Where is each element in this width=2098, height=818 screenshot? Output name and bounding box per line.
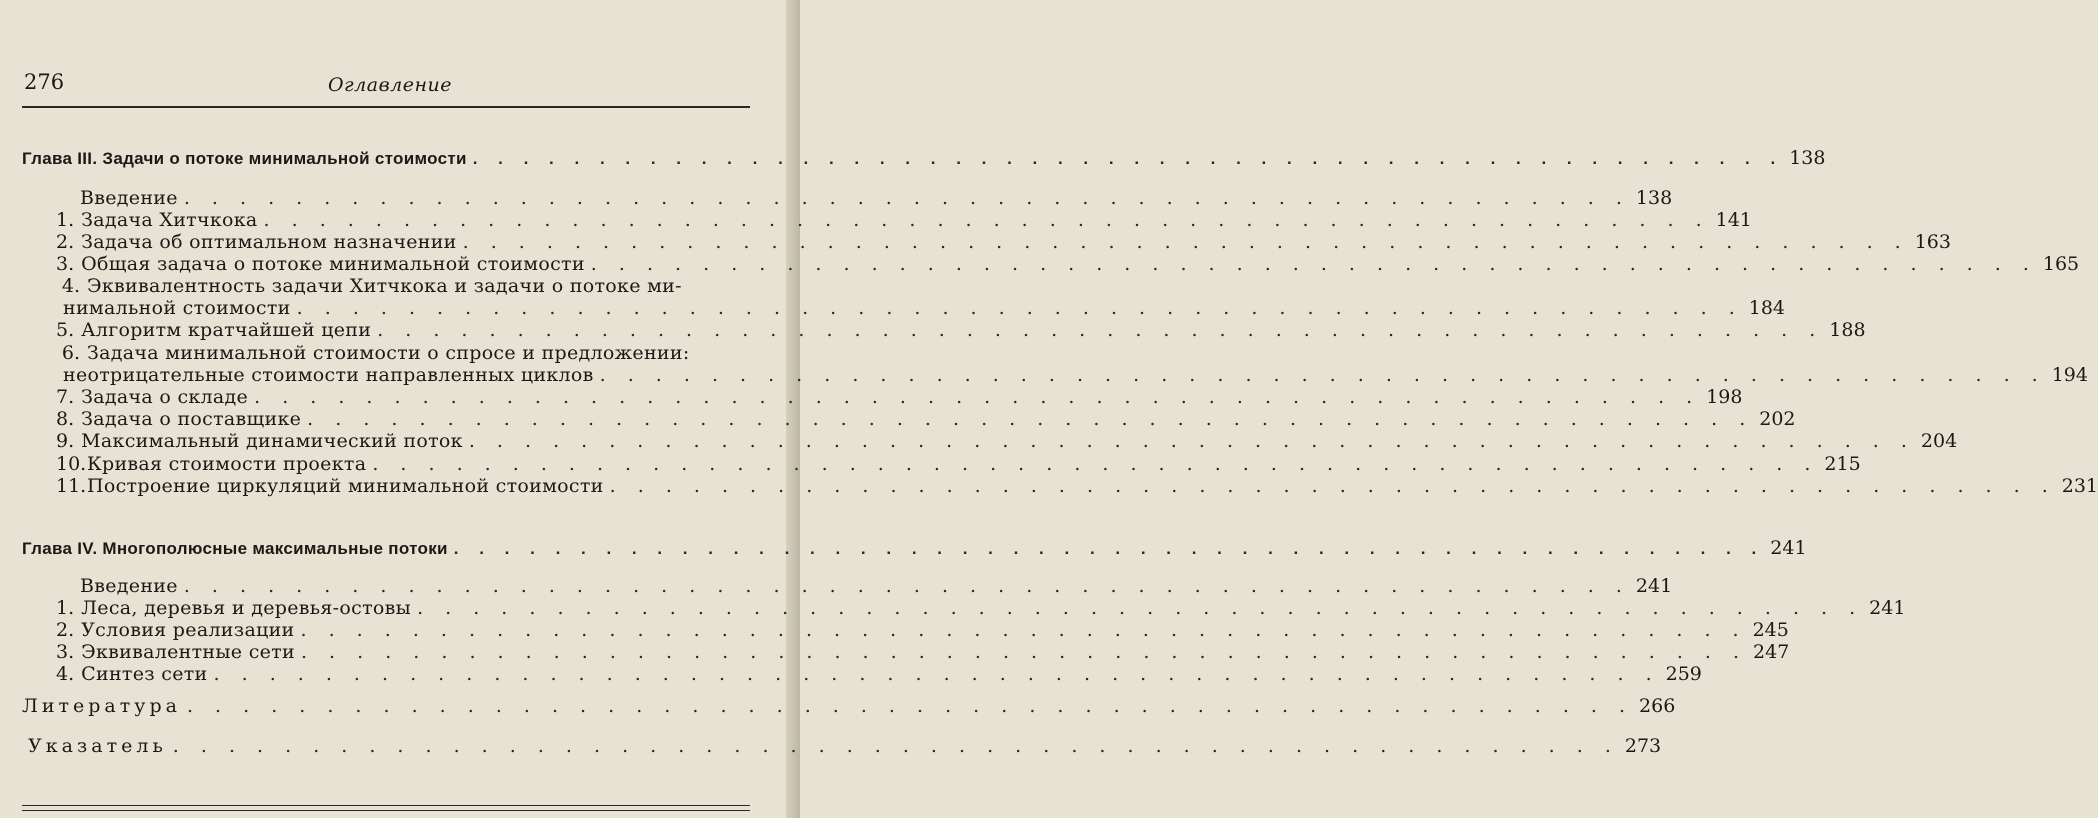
- dot-leader: . . . . . . . . . . . . . . . . . . . . . . . . . . . . . . . . . . . . . . . . . . . . . . . . . . . .: [263, 209, 1710, 231]
- dot-leader: . . . . . . . . . . . . . . . . . . . . . . . . . . . . . . . . . . . . . . . . . . . . . . . . . . . .: [254, 386, 1701, 408]
- entry-title: Задача о складе: [81, 386, 249, 408]
- dot-leader: . . . . . . . . . . . . . . . . . . . . . . . . . . . . . . . . . . . . . . . . . . . . . . . . . . . .: [599, 364, 2046, 386]
- entry-title: Введение: [80, 187, 178, 209]
- chapter-title: Глава IV. Многополюсные максимальные потоки: [22, 539, 448, 558]
- entry-number: 5.: [56, 319, 75, 341]
- entry-number: 4.: [61, 275, 80, 297]
- toc-entry-line2[interactable]: [56, 364, 2088, 386]
- entry-number: 7.: [56, 386, 75, 408]
- running-title: Оглавление: [327, 74, 452, 96]
- toc-index[interactable]: [28, 735, 1662, 757]
- entry-title: Указатель: [28, 735, 167, 757]
- entry-number: 11.: [56, 475, 87, 497]
- toc-intro-ch3[interactable]: [80, 187, 1673, 209]
- toc-entry[interactable]: [56, 430, 1958, 452]
- toc-entry[interactable]: [56, 597, 1906, 619]
- page-ref: 194: [2051, 364, 2088, 386]
- entry-number: 9.: [56, 430, 75, 452]
- page-ref: 241: [1635, 575, 1673, 597]
- dot-leader: . . . . . . . . . . . . . . . . . . . . . . . . . . . . . . . . . . . . . . . . . . . . . . . . . . . .: [372, 453, 1819, 475]
- entry-number: 2.: [56, 231, 75, 253]
- dot-leader: . . . . . . . . . . . . . . . . . . . . . . . . . . . . . . . . . . . . . . . . . . . . . . . . . . . .: [468, 430, 1915, 452]
- toc-entry[interactable]: [56, 453, 1861, 475]
- entry-title: нимальной стоимости: [63, 297, 291, 319]
- entry-title: Эквивалентные сети: [81, 641, 295, 663]
- page-number: 276: [24, 70, 65, 94]
- toc-entry[interactable]: [56, 253, 2080, 275]
- page-ref: 204: [1920, 430, 1958, 452]
- toc-chapter-4[interactable]: [22, 537, 1807, 560]
- toc-entry[interactable]: [56, 209, 1752, 231]
- page-ref: 138: [1635, 187, 1673, 209]
- entry-number: 3.: [56, 641, 75, 663]
- dot-leader: . . . . . . . . . . . . . . . . . . . . . . . . . . . . . . . . . . . . . . . . . . . . . . . . . . . .: [377, 319, 1824, 341]
- page-ref: 215: [1824, 453, 1861, 475]
- dot-leader: . . . . . . . . . . . . . . . . . . . . . . . . . . . . . . . . . . . . . . . . . . . . . . . . . . . .: [213, 663, 1660, 685]
- entry-title: Задача минимальной стоимости о спросе и предложении:: [87, 342, 690, 364]
- page-ref: 266: [1639, 695, 1676, 717]
- page-ref: 163: [1914, 231, 1951, 253]
- toc-entry-line1[interactable]: [56, 275, 752, 297]
- entry-title: Задача Хитчкока: [81, 209, 258, 231]
- toc-intro-ch4[interactable]: [80, 575, 1673, 597]
- toc-entry[interactable]: [56, 475, 2098, 497]
- entry-title: Литература: [22, 695, 181, 717]
- entry-title: Эквивалентность задачи Хитчкока и задачи о потоке ми-: [87, 275, 682, 297]
- page-ref: 198: [1706, 386, 1743, 408]
- dot-leader: . . . . . . . . . . . . . . . . . . . . . . . . . . . . . . . . . . . . . . . . . . . . . . . . . . . .: [183, 575, 1630, 597]
- page-ref: 241: [1869, 597, 1906, 619]
- entry-number: 8.: [56, 408, 75, 430]
- dot-leader: . . . . . . . . . . . . . . . . . . . . . . . . . . . . . . . . . . . . . . . . . . . . . . . . . . . .: [307, 408, 1754, 430]
- dot-leader: . . . . . . . . . . . . . . . . . . . . . . . . . . . . . . . . . . . . . . . . . . . . . . . . . . . .: [300, 641, 1748, 663]
- page-ref: 247: [1753, 641, 1790, 663]
- page-ref: 138: [1789, 147, 1826, 169]
- toc-entry[interactable]: [56, 663, 1702, 685]
- toc-entry[interactable]: [56, 231, 1951, 253]
- toc-entry[interactable]: [56, 641, 1790, 663]
- entry-number: 1.: [56, 597, 75, 619]
- entry-number: 3.: [56, 253, 75, 275]
- entry-title: Общая задача о потоке минимальной стоимости: [81, 253, 585, 275]
- dot-leader: . . . . . . . . . . . . . . . . . . . . . . . . . . . . . . . . . . . . . . . . . . . . . . . . . . . .: [300, 619, 1747, 641]
- dot-leader: . . . . . . . . . . . . . . . . . . . . . . . . . . . . . . . . . . . . . . . . . . . . . . . . . . . .: [472, 149, 1784, 168]
- page-ref: 241: [1770, 537, 1807, 559]
- toc-entry[interactable]: [56, 386, 1743, 408]
- entry-title: Кривая стоимости проекта: [87, 453, 367, 475]
- page-ref: 184: [1748, 297, 1785, 319]
- footer-rule: [22, 810, 750, 811]
- toc-entry-line1[interactable]: [56, 342, 752, 364]
- footer-rule: [22, 805, 750, 806]
- entry-title: неотрицательные стоимости направленных циклов: [63, 364, 594, 386]
- toc-literature[interactable]: [22, 695, 1676, 717]
- page-ref: 259: [1665, 663, 1702, 685]
- dot-leader: . . . . . . . . . . . . . . . . . . . . . . . . . . . . . . . . . . . . . . . . . . . . . . . . . . . .: [462, 231, 1909, 253]
- chapter-title: Глава III. Задачи о потоке минимальной стоимости: [22, 149, 467, 168]
- entry-title: Задача об оптимальном назначении: [81, 231, 457, 253]
- page-ref: 141: [1715, 209, 1752, 231]
- entry-title: Задача о поставщике: [81, 408, 302, 430]
- page-ref: 273: [1624, 735, 1662, 757]
- dot-leader: . . . . . . . . . . . . . . . . . . . . . . . . . . . . . . . . . . . . . . . . . . . . . . . . . . . .: [609, 475, 2056, 497]
- toc-entry[interactable]: [56, 319, 1866, 341]
- page-ref: 165: [2042, 253, 2080, 275]
- toc-entry[interactable]: [56, 619, 1789, 641]
- header-rule: [22, 106, 750, 108]
- page-ref: 245: [1752, 619, 1789, 641]
- dot-leader: . . . . . . . . . . . . . . . . . . . . . . . . . . . . . . . . . . . . . . . . . . . . . . . . . . . .: [590, 253, 2037, 275]
- entry-title: Леса, деревья и деревья-остовы: [81, 597, 412, 619]
- toc-entry[interactable]: [56, 408, 1796, 430]
- dot-leader: . . . . . . . . . . . . . . . . . . . . . . . . . . . . . . . . . . . . . . . . . . . . . . . . . . . .: [453, 539, 1765, 558]
- toc-chapter-3[interactable]: [22, 147, 1826, 170]
- toc-entry-line2[interactable]: [56, 297, 1785, 319]
- entry-title: Условия реализации: [81, 619, 295, 641]
- dot-leader: . . . . . . . . . . . . . . . . . . . . . . . . . . . . . . . . . . . . . . . . . . . . . . . . . . . .: [172, 735, 1619, 757]
- entry-title: Построение циркуляций минимальной стоимости: [87, 475, 604, 497]
- entry-title: Введение: [80, 575, 178, 597]
- entry-number: 10.: [56, 453, 87, 475]
- entry-title: Алгоритм кратчайшей цепи: [81, 319, 372, 341]
- dot-leader: . . . . . . . . . . . . . . . . . . . . . . . . . . . . . . . . . . . . . . . . . . . . . . . . . . . .: [183, 187, 1630, 209]
- dot-leader: . . . . . . . . . . . . . . . . . . . . . . . . . . . . . . . . . . . . . . . . . . . . . . . . . . . .: [417, 597, 1864, 619]
- page-ref: 188: [1829, 319, 1866, 341]
- dot-leader: . . . . . . . . . . . . . . . . . . . . . . . . . . . . . . . . . . . . . . . . . . . . . . . . . . . .: [296, 297, 1743, 319]
- entry-number: 2.: [56, 619, 75, 641]
- dot-leader: . . . . . . . . . . . . . . . . . . . . . . . . . . . . . . . . . . . . . . . . . . . . . . . . . . . .: [186, 695, 1634, 717]
- page-ref: 202: [1759, 408, 1796, 430]
- page-ref: 231: [2061, 475, 2098, 497]
- entry-title: Максимальный динамический поток: [81, 430, 463, 452]
- entry-number: 4.: [56, 663, 75, 685]
- entry-number: 6.: [61, 342, 80, 364]
- entry-title: Синтез сети: [81, 663, 208, 685]
- entry-number: 1.: [56, 209, 75, 231]
